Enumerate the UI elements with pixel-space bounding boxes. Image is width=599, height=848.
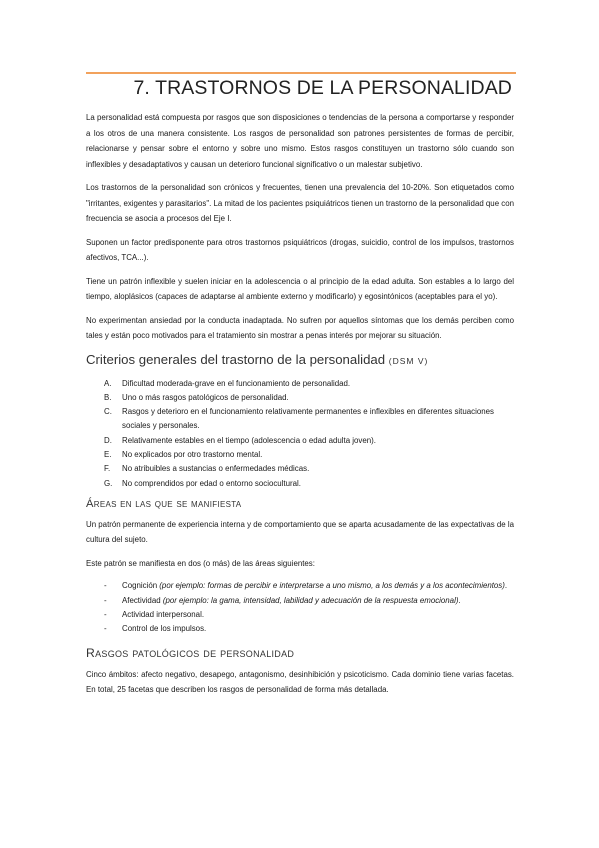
list-marker: C. — [104, 407, 112, 417]
rasgos-text: Cinco ámbitos: afecto negativo, desapego, antagonismo, desinhibición y psicoticismo. Cada dominio tiene varias facetas. En total, 25 facetas que describen los rasgos de personalidad de forma más detallada. — [86, 669, 514, 695]
title-rule — [86, 72, 516, 74]
list-item — [86, 405, 514, 434]
list-item — [86, 462, 514, 476]
area-label: Control de los impulsos. — [122, 624, 207, 634]
paragraph: La personalidad está compuesta por rasgos que son disposiciones o tendencias de la persona a comportarse y responder a los otros de una manera consistente. Los rasgos de personalidad son patrones persistentes de formas de percibir, relacionarse y pensar sobre el entorno y sobre uno mismo. Estos rasgos constituyen un trastorno sólo cuando son inflexibles y desadaptativos y causan un deterioro funcional significativo o un malestar subjetivo. — [86, 113, 514, 169]
bullet-dash: - — [104, 595, 107, 605]
list-item — [86, 594, 514, 608]
list-item-text: Uno o más rasgos patológicos de personalidad. — [122, 392, 289, 402]
bullet-dash: - — [104, 581, 107, 591]
list-item — [86, 448, 514, 462]
list-item-text: No explicados por otro trastorno mental. — [122, 449, 263, 459]
criteria-heading — [86, 352, 514, 369]
list-item — [86, 434, 514, 448]
area-detail: (por ejemplo: la gama, intensidad, labilidad y adecuación de la respuesta emocional) — [162, 595, 459, 605]
list-marker: A. — [104, 378, 112, 388]
paragraph: Los trastornos de la personalidad son crónicos y frecuentes, tienen una prevalencia del 10-20%. Son etiquetados como "irritantes, exigentes y parasitarios". La mitad de los pacientes psiquiátricos tienen un trastorno de la personalidad que con frecuencia se asocia a procesos del Eje I. — [86, 183, 514, 223]
paragraph: No experimentan ansiedad por la conducta inadaptada. No sufren por aquellos síntomas que los demás perciben como tales y están poco motivados para el tratamiento sin mostrar a penas interés por mejorar su situación. — [86, 315, 514, 340]
area-label: Cognición — [122, 581, 158, 591]
criteria-heading-suffix: (DSM V) — [388, 355, 429, 366]
list-marker: B. — [104, 392, 112, 402]
area-detail: (por ejemplo: formas de percibir e interpretarse a uno mismo, a los demás y a los acontecimientos) — [159, 581, 505, 591]
list-item-text: No atribuibles a sustancias o enfermedades médicas. — [122, 464, 310, 474]
page-body — [86, 110, 514, 698]
list-item — [86, 377, 514, 391]
list-marker: D. — [104, 435, 112, 445]
paragraph: Suponen un factor predisponente para otros trastornos psiquiátricos (drogas, suicidio, control de los impulsos, trastornos afectivos, TCA...). — [86, 237, 514, 262]
list-item — [86, 579, 514, 593]
list-marker: G. — [104, 478, 113, 488]
list-item-text: Dificultad moderada-grave en el funcionamiento de personalidad. — [122, 378, 351, 388]
list-item — [86, 391, 514, 405]
areas-list — [86, 579, 514, 636]
bullet-dash: - — [104, 624, 107, 634]
areas-intro: Un patrón permanente de experiencia interna y de comportamiento que se aparta acusadamente de las expectativas de la cultura del sujeto. — [86, 519, 514, 545]
list-item — [86, 622, 514, 636]
rasgos-heading: Rasgos patológicos de personalidad — [86, 645, 295, 660]
area-label: Actividad interpersonal. — [122, 609, 205, 619]
page-title: 7. TRASTORNOS DE LA PERSONALIDAD — [133, 77, 512, 99]
list-marker: F. — [104, 464, 111, 474]
list-item-text: Rasgos y deterioro en el funcionamiento relativamente permanentes e inflexibles en diferentes situaciones sociales y personales. — [122, 407, 494, 431]
criteria-list — [86, 377, 514, 491]
list-item — [86, 477, 514, 491]
area-label: Afectividad — [122, 595, 161, 605]
list-item-text: No comprendidos por edad o entorno sociocultural. — [122, 478, 301, 488]
list-item — [86, 608, 514, 622]
bullet-dash: - — [104, 609, 107, 619]
list-marker: E. — [104, 449, 112, 459]
paragraph: Tiene un patrón inflexible y suelen iniciar en la adolescencia o al principio de la edad adulta. Son estables a lo largo del tiempo, aloplásicos (capaces de adaptarse al ambiente externo y modificarlo) y egosintónicos (aceptables para el yo). — [86, 276, 514, 301]
areas-lead: Este patrón se manifiesta en dos (o más) de las áreas siguientes: — [86, 558, 315, 568]
area-tail: . — [458, 595, 461, 605]
criteria-heading-text: Criterios generales del trastorno de la personalidad — [86, 351, 386, 367]
area-tail: . — [504, 581, 508, 591]
areas-heading: Áreas en las que se manifiesta — [86, 497, 242, 510]
list-item-text: Relativamente estables en el tiempo (adolescencia o edad adulta joven). — [122, 435, 376, 445]
